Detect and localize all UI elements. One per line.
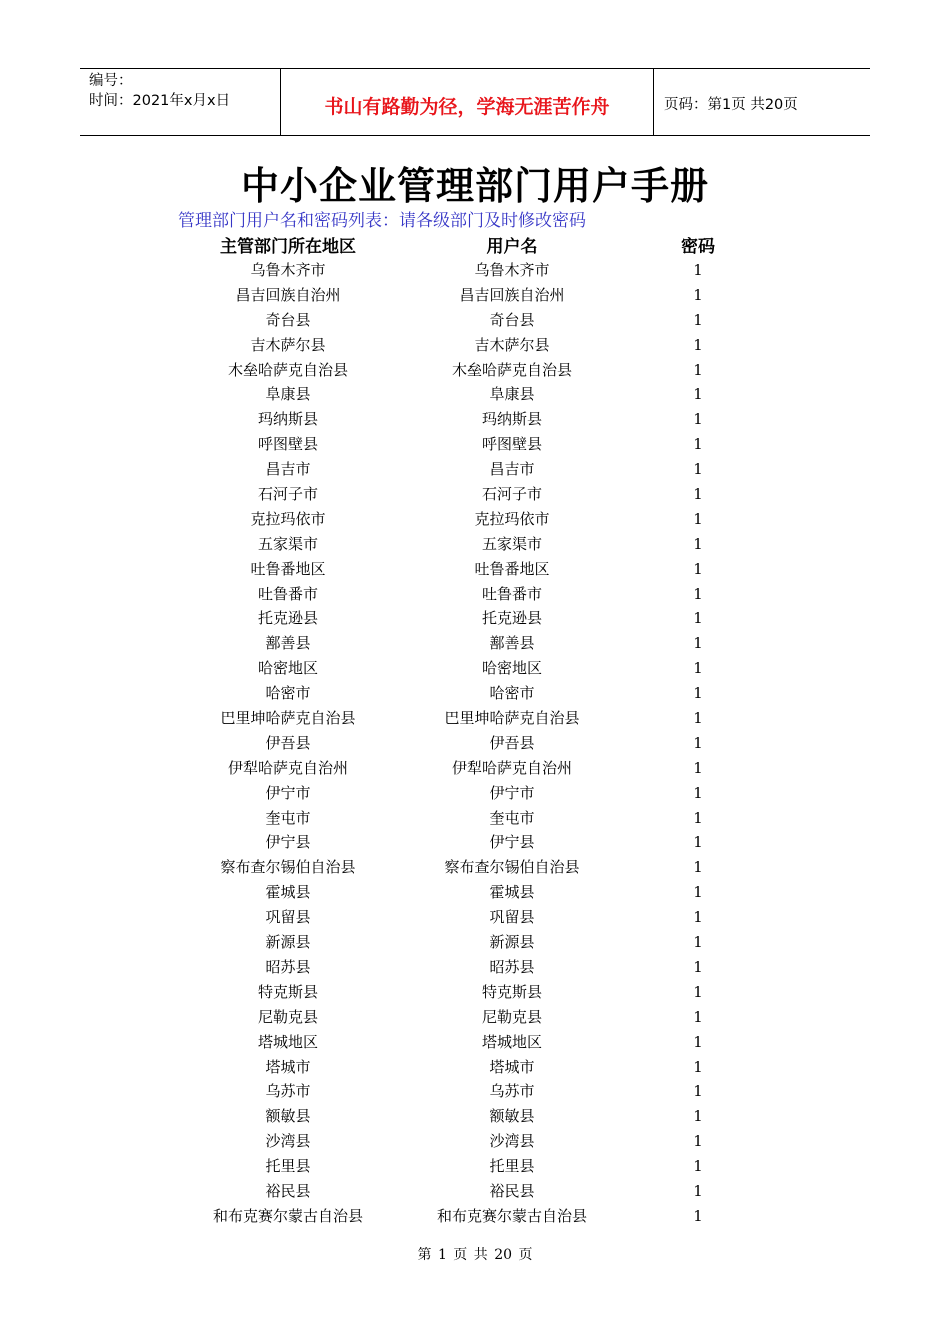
username-cell: 克拉玛依市	[474, 509, 550, 528]
username-cell: 霍城县	[489, 883, 535, 902]
user-table-body	[0, 258, 950, 1229]
username-cell: 托里县	[489, 1157, 535, 1176]
username-cell: 石河子市	[481, 485, 542, 504]
table-row	[0, 980, 950, 1005]
document-number: 编号：	[89, 73, 133, 89]
table-row	[0, 283, 950, 308]
table-row	[0, 407, 950, 432]
password-cell: 1	[693, 1181, 703, 1200]
table-row	[0, 482, 950, 507]
password-cell: 1	[693, 1082, 703, 1101]
username-cell: 伊宁市	[489, 783, 535, 802]
password-cell: 1	[693, 460, 703, 479]
region-cell: 和布克赛尔蒙古自治县	[212, 1206, 363, 1225]
username-cell: 鄯善县	[489, 634, 535, 653]
username-cell: 托克逊县	[481, 609, 542, 628]
table-row	[0, 582, 950, 607]
username-cell: 吐鲁番地区	[474, 559, 550, 578]
password-cell: 1	[693, 684, 703, 703]
region-cell: 阜康县	[265, 385, 311, 404]
table-row	[0, 1129, 950, 1154]
username-cell: 塔城市	[489, 1057, 535, 1076]
username-cell: 昭苏县	[489, 957, 535, 976]
region-cell: 昌吉回族自治州	[235, 285, 341, 304]
region-cell: 玛纳斯县	[257, 410, 318, 429]
region-cell: 呼图壁县	[257, 435, 318, 454]
region-cell: 特克斯县	[257, 982, 318, 1001]
password-cell: 1	[693, 1032, 703, 1051]
table-row	[0, 1030, 950, 1055]
password-cell: 1	[693, 733, 703, 752]
table-row	[0, 855, 950, 880]
region-cell: 伊宁市	[265, 783, 311, 802]
region-cell: 额敏县	[265, 1107, 311, 1126]
table-row	[0, 606, 950, 631]
table-row	[0, 258, 950, 283]
password-cell: 1	[693, 833, 703, 852]
table-row	[0, 930, 950, 955]
table-row	[0, 1179, 950, 1204]
password-cell: 1	[693, 335, 703, 354]
password-cell: 1	[693, 435, 703, 454]
password-cell: 1	[693, 584, 703, 603]
password-cell: 1	[693, 933, 703, 952]
region-cell: 石河子市	[257, 485, 318, 504]
table-row	[0, 706, 950, 731]
region-cell: 奎屯市	[265, 808, 311, 827]
table-row	[0, 656, 950, 681]
username-cell: 乌鲁木齐市	[474, 261, 550, 279]
password-cell: 1	[693, 1007, 703, 1026]
username-cell: 和布克赛尔蒙古自治县	[436, 1206, 587, 1225]
document-subtitle: 管理部门用户名和密码列表：请各级部门及时修改密码	[178, 211, 586, 231]
table-row	[0, 756, 950, 781]
page-footer: 第 1 页 共 20 页	[417, 1247, 533, 1263]
username-cell: 新源县	[489, 933, 535, 952]
region-cell: 新源县	[265, 933, 311, 952]
region-cell: 塔城市	[265, 1057, 311, 1076]
region-cell: 昌吉市	[265, 460, 311, 479]
region-cell: 哈密地区	[257, 659, 318, 678]
username-cell: 伊宁县	[489, 833, 535, 852]
region-cell: 鄯善县	[265, 634, 311, 653]
username-cell: 五家渠市	[481, 534, 542, 553]
table-row	[0, 830, 950, 855]
password-cell: 1	[693, 783, 703, 802]
region-cell: 木垒哈萨克自治县	[227, 360, 348, 379]
region-cell: 伊吾县	[265, 733, 311, 752]
table-row	[0, 308, 950, 333]
username-cell: 昌吉回族自治州	[459, 285, 565, 304]
username-cell: 吐鲁番市	[481, 584, 542, 603]
table-row	[0, 880, 950, 905]
table-row	[0, 731, 950, 756]
header-meta	[80, 69, 281, 135]
table-row	[0, 382, 950, 407]
password-cell: 1	[693, 534, 703, 553]
table-row	[0, 1055, 950, 1080]
header-page-info: 页码：第1页 共20页	[664, 96, 798, 113]
table-row	[0, 806, 950, 831]
region-cell: 五家渠市	[257, 534, 318, 553]
username-cell: 阜康县	[489, 385, 535, 404]
column-header-password: 密码	[681, 237, 715, 257]
region-cell: 克拉玛依市	[250, 509, 326, 528]
password-cell: 1	[693, 285, 703, 304]
password-cell: 1	[693, 659, 703, 678]
region-cell: 昭苏县	[265, 957, 311, 976]
username-cell: 塔城地区	[481, 1032, 542, 1051]
password-cell: 1	[693, 957, 703, 976]
region-cell: 裕民县	[265, 1181, 311, 1200]
region-cell: 巴里坤哈萨克自治县	[220, 709, 356, 728]
username-cell: 乌苏市	[489, 1082, 535, 1101]
password-cell: 1	[693, 808, 703, 827]
header-motto: 书山有路勤为径，学海无涯苦作舟	[281, 69, 654, 135]
region-cell: 吐鲁番市	[257, 584, 318, 603]
table-row	[0, 781, 950, 806]
password-cell: 1	[693, 1157, 703, 1176]
password-cell: 1	[693, 310, 703, 329]
password-cell: 1	[693, 509, 703, 528]
table-row	[0, 905, 950, 930]
username-cell: 奎屯市	[489, 808, 535, 827]
password-cell: 1	[693, 858, 703, 877]
region-cell: 托克逊县	[257, 609, 318, 628]
region-cell: 哈密市	[265, 684, 311, 703]
table-row	[0, 358, 950, 383]
username-cell: 裕民县	[489, 1181, 535, 1200]
username-cell: 尼勒克县	[481, 1007, 542, 1026]
password-cell: 1	[693, 758, 703, 777]
username-cell: 伊犁哈萨克自治州	[451, 758, 572, 777]
page-header	[80, 68, 870, 136]
password-cell: 1	[693, 1057, 703, 1076]
username-cell: 伊吾县	[489, 733, 535, 752]
password-cell: 1	[693, 410, 703, 429]
region-cell: 察布查尔锡伯自治县	[220, 858, 356, 877]
password-cell: 1	[693, 1107, 703, 1126]
password-cell: 1	[693, 261, 703, 279]
username-cell: 察布查尔锡伯自治县	[444, 858, 580, 877]
table-row	[0, 1154, 950, 1179]
table-row	[0, 1079, 950, 1104]
username-cell: 玛纳斯县	[481, 410, 542, 429]
password-cell: 1	[693, 360, 703, 379]
password-cell: 1	[693, 982, 703, 1001]
password-cell: 1	[693, 1132, 703, 1151]
username-cell: 奇台县	[489, 310, 535, 329]
username-cell: 昌吉市	[489, 460, 535, 479]
column-header-username: 用户名	[486, 237, 538, 257]
password-cell: 1	[693, 1206, 703, 1225]
table-row	[0, 681, 950, 706]
password-cell: 1	[693, 609, 703, 628]
table-row	[0, 1104, 950, 1129]
region-cell: 塔城地区	[257, 1032, 318, 1051]
username-cell: 木垒哈萨克自治县	[451, 360, 572, 379]
document-time: 时间：2021年x月x日	[89, 93, 231, 109]
table-row	[0, 955, 950, 980]
password-cell: 1	[693, 908, 703, 927]
username-cell: 哈密市	[489, 684, 535, 703]
password-cell: 1	[693, 559, 703, 578]
region-cell: 吐鲁番地区	[250, 559, 326, 578]
region-cell: 吉木萨尔县	[250, 335, 326, 354]
password-cell: 1	[693, 709, 703, 728]
table-row	[0, 532, 950, 557]
region-cell: 乌苏市	[265, 1082, 311, 1101]
username-cell: 额敏县	[489, 1107, 535, 1126]
column-header-region: 主管部门所在地区	[220, 237, 356, 257]
region-cell: 伊犁哈萨克自治州	[227, 758, 348, 777]
table-row	[0, 1204, 950, 1229]
table-row	[0, 457, 950, 482]
region-cell: 奇台县	[265, 310, 311, 329]
table-row	[0, 557, 950, 582]
region-cell: 托里县	[265, 1157, 311, 1176]
username-cell: 特克斯县	[481, 982, 542, 1001]
region-cell: 巩留县	[265, 908, 311, 927]
username-cell: 巴里坤哈萨克自治县	[444, 709, 580, 728]
region-cell: 乌鲁木齐市	[250, 261, 326, 279]
password-cell: 1	[693, 385, 703, 404]
region-cell: 尼勒克县	[257, 1007, 318, 1026]
region-cell: 霍城县	[265, 883, 311, 902]
username-cell: 吉木萨尔县	[474, 335, 550, 354]
username-cell: 巩留县	[489, 908, 535, 927]
region-cell: 沙湾县	[265, 1132, 311, 1151]
table-row	[0, 333, 950, 358]
password-cell: 1	[693, 485, 703, 504]
password-cell: 1	[693, 634, 703, 653]
username-cell: 沙湾县	[489, 1132, 535, 1151]
table-row	[0, 631, 950, 656]
region-cell: 伊宁县	[265, 833, 311, 852]
document-title: 中小企业管理部门用户手册	[240, 164, 709, 208]
username-cell: 哈密地区	[481, 659, 542, 678]
table-row	[0, 432, 950, 457]
table-row	[0, 507, 950, 532]
username-cell: 呼图壁县	[481, 435, 542, 454]
password-cell: 1	[693, 883, 703, 902]
table-row	[0, 1005, 950, 1030]
